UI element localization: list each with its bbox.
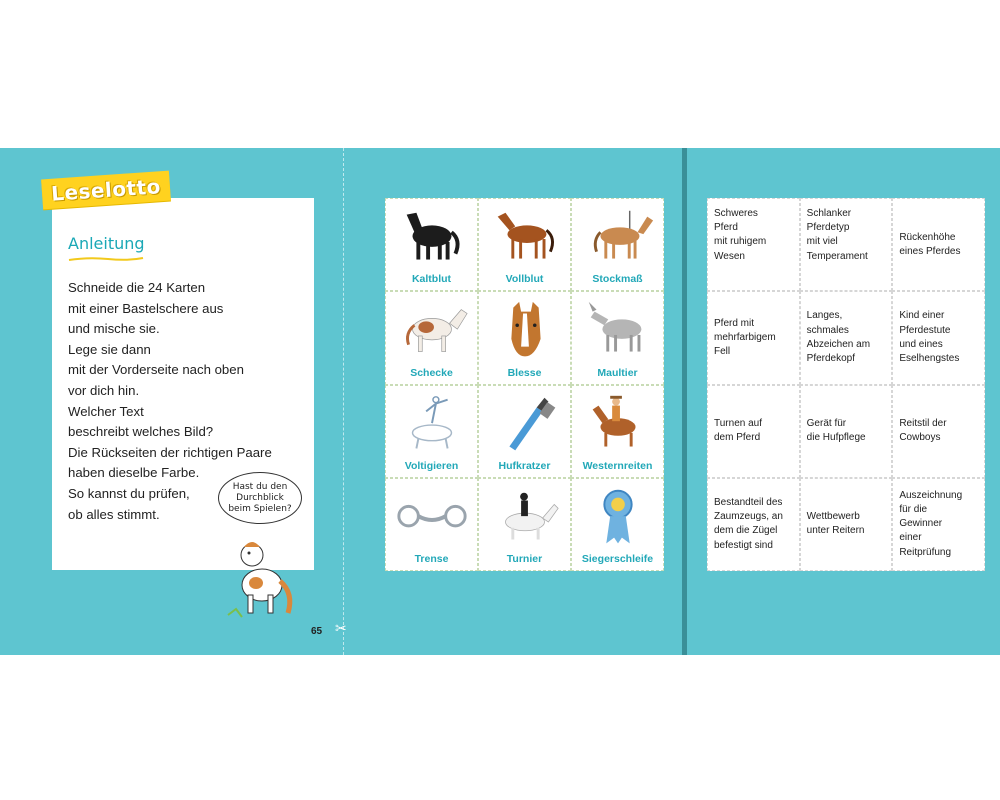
brown-thoroughbred-icon <box>486 199 564 273</box>
pinto-pony-icon <box>393 292 471 366</box>
text-card-line: mehrfarbigem <box>714 331 776 343</box>
card-label: Voltigieren <box>404 459 459 472</box>
picture-card[interactable] <box>571 385 664 478</box>
text-card-line: Cowboys <box>899 432 941 444</box>
text-card[interactable] <box>892 198 985 291</box>
text-card-line: und eines <box>899 338 943 350</box>
picture-card[interactable] <box>385 385 478 478</box>
page-number: 65 <box>311 626 323 637</box>
text-card-line: Pferdekopf <box>806 353 856 365</box>
instruction-line: Schneide die 24 Karten <box>68 280 206 295</box>
picture-card[interactable] <box>478 291 571 384</box>
text-card-line: die Hufpflege <box>806 432 866 444</box>
card-label: Siegerschleife <box>581 553 654 565</box>
text-card[interactable] <box>800 385 893 478</box>
text-card-line: Pferdestute <box>899 324 951 336</box>
grey-mule-icon <box>579 292 657 366</box>
vaulting-figure-icon <box>393 386 471 460</box>
text-card-grid <box>707 198 985 571</box>
instruction-line: Die Rückseiten der richtigen Paare <box>68 444 272 460</box>
title-banner-text: Leselotto <box>50 174 162 206</box>
card-label: Westernreiten <box>582 459 653 472</box>
text-card-line: mit ruhigem <box>714 236 767 248</box>
text-card-line: befestigt sind <box>714 539 773 551</box>
instruction-line: vor dich hin. <box>68 382 140 398</box>
instruction-heading: Anleitung <box>68 234 145 253</box>
text-card-line: Fell <box>714 345 731 357</box>
text-card-line: Auszeichnung <box>899 489 963 501</box>
text-card-line: Pferd mit <box>714 317 755 329</box>
instruction-line: haben dieselbe Farbe. <box>68 465 200 481</box>
text-card-line: Abzeichen am <box>806 338 871 350</box>
text-card[interactable] <box>707 385 800 478</box>
card-label: Maultier <box>597 366 638 379</box>
card-label: Schecke <box>410 366 453 379</box>
card-label: Vollblut <box>505 273 544 286</box>
text-card-line: Bestandteil des <box>714 496 783 508</box>
heading-underline <box>68 256 144 262</box>
text-card-line: Gerät für <box>806 417 847 429</box>
text-card-line: eines Pferdes <box>899 246 961 258</box>
horse-head-blaze-icon <box>486 292 564 366</box>
western-rider-icon <box>579 386 657 460</box>
left-page <box>0 148 683 655</box>
card-label: Kaltblut <box>411 273 452 286</box>
text-card-line: mit viel <box>806 236 838 248</box>
text-card-line: Rückenhöhe <box>899 232 956 243</box>
speech-line: Hast du den <box>232 481 288 492</box>
text-card-line: Schlanker <box>806 208 852 219</box>
speech-line: beim Spielen? <box>228 503 292 514</box>
text-card[interactable] <box>707 198 800 291</box>
text-card[interactable] <box>800 291 893 384</box>
instruction-line: Lege sie dann <box>68 341 151 357</box>
text-card-line: Temperament <box>806 250 868 262</box>
text-card-line: Wettbewerb <box>806 511 860 523</box>
text-card-line: Turnen auf <box>714 417 762 429</box>
text-card-line: unter Reitern <box>806 525 865 537</box>
horse-with-measure-icon <box>579 199 657 273</box>
picture-card-grid <box>385 198 664 571</box>
text-card-line: einer <box>899 532 922 544</box>
picture-card[interactable] <box>478 478 571 571</box>
text-card[interactable] <box>800 478 893 571</box>
text-card[interactable] <box>892 478 985 571</box>
picture-card[interactable] <box>571 291 664 384</box>
text-card[interactable] <box>707 478 800 571</box>
text-card-line: Schweres <box>714 208 758 219</box>
card-label: Blesse <box>507 366 542 379</box>
text-card[interactable] <box>892 385 985 478</box>
pony-mascot-icon <box>222 533 302 621</box>
card-label: Hufkratzer <box>498 459 551 472</box>
instruction-line: So kannst du prüfen, <box>68 485 190 501</box>
text-card-line: Reitprüfung <box>899 546 952 558</box>
instruction-line: mit einer Bastelschere aus <box>68 300 224 316</box>
book-spread <box>0 148 1000 655</box>
text-card-line: Langes, <box>806 310 843 322</box>
picture-card[interactable] <box>385 478 478 571</box>
card-label: Turnier <box>506 553 543 565</box>
picture-card[interactable] <box>571 198 664 291</box>
text-card[interactable] <box>800 198 893 291</box>
text-card-line: Eselhengstes <box>899 353 960 365</box>
text-card-line: Pferd <box>714 222 738 234</box>
text-card-line: dem die Zügel <box>714 525 778 537</box>
speech-bubble <box>218 472 302 524</box>
picture-card[interactable] <box>385 198 478 291</box>
text-card-line: Reitstil der <box>899 417 947 429</box>
picture-card[interactable] <box>478 385 571 478</box>
instruction-line: ob alles stimmt. <box>68 506 160 522</box>
snaffle-bit-icon <box>393 479 471 553</box>
text-card-line: schmales <box>806 324 849 336</box>
card-label: Trense <box>414 553 449 565</box>
instruction-line: beschreibt welches Bild? <box>68 424 214 440</box>
picture-card[interactable] <box>385 291 478 384</box>
black-draft-horse-icon <box>393 199 471 273</box>
text-card[interactable] <box>707 291 800 384</box>
card-label: Stockmaß <box>592 273 643 286</box>
text-card-line: Kind einer <box>899 310 945 322</box>
hoof-pick-icon <box>486 386 564 460</box>
scissors-icon: ✂ <box>335 620 347 636</box>
text-card[interactable] <box>892 291 985 384</box>
picture-card[interactable] <box>478 198 571 291</box>
text-card-line: Zaumzeugs, an <box>714 511 783 523</box>
rosette-icon <box>579 479 657 553</box>
dressage-rider-icon <box>486 479 564 553</box>
instruction-line: Welcher Text <box>68 403 144 419</box>
text-card-line: Wesen <box>714 250 745 262</box>
instruction-line: mit der Vorderseite nach oben <box>68 362 244 378</box>
text-card-line: dem Pferd <box>714 432 761 444</box>
fold-line <box>343 148 344 655</box>
text-card-line: für die <box>899 504 928 516</box>
text-card-line: Gewinner <box>899 518 943 530</box>
picture-card[interactable] <box>571 478 664 571</box>
text-card-line: Pferdetyp <box>806 222 850 234</box>
speech-line: Durchblick <box>236 492 284 503</box>
instruction-line: und mische sie. <box>68 321 160 337</box>
